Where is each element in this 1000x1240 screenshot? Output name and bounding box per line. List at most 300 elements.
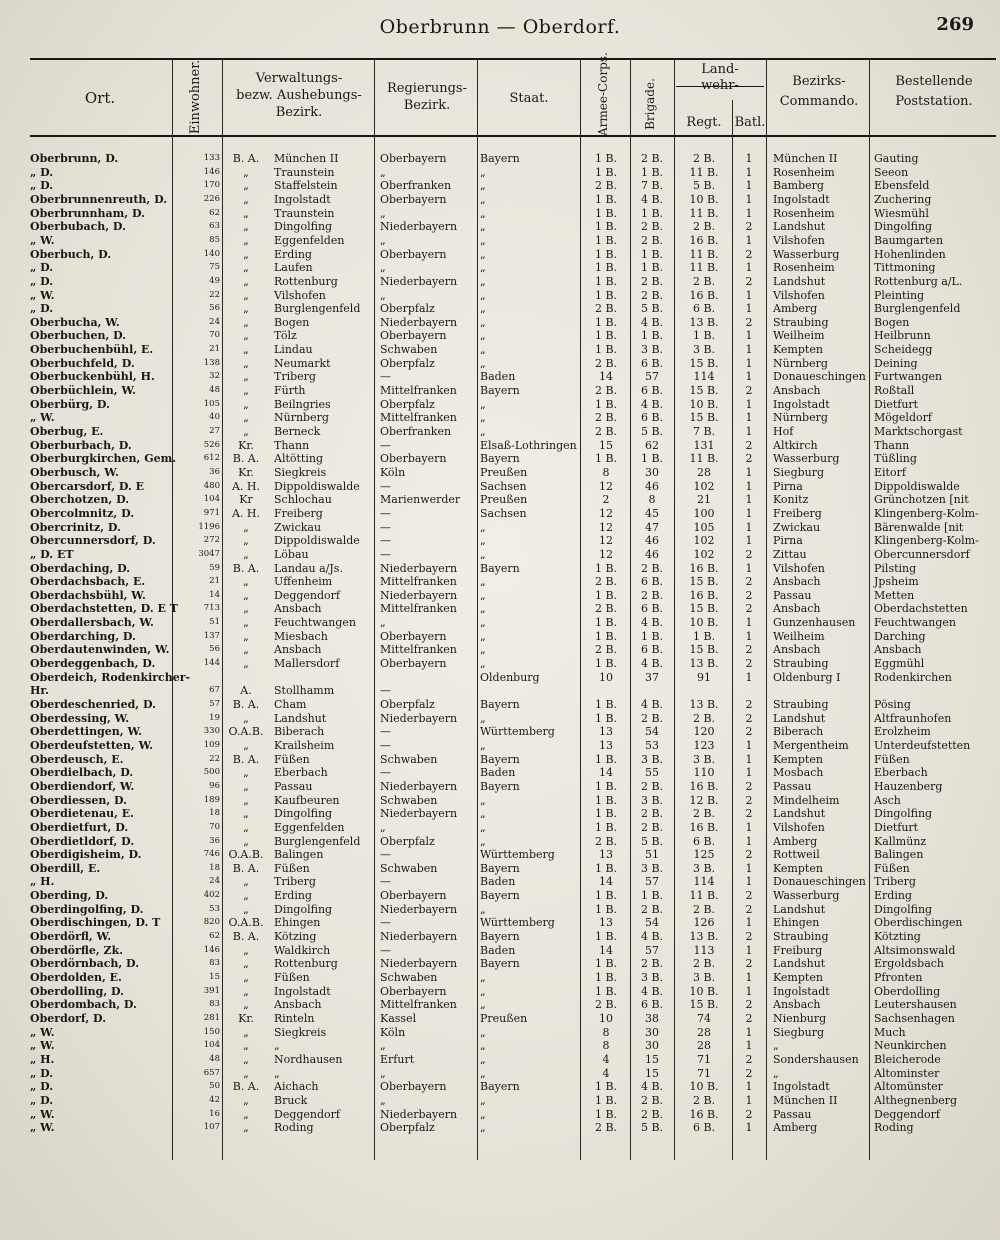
cell-regierungsbezirk: — — [380, 547, 391, 561]
cell-ort: Oberdarching, D. — [30, 629, 136, 643]
cell-ort: Oberdörfl, W. — [30, 930, 112, 944]
cell-brigade: 3 B. — [640, 861, 664, 875]
cell-regiment: 11 B. — [689, 261, 719, 275]
cell-poststation: Furtwangen — [874, 370, 943, 384]
cell-regierungsbezirk: Niederbayern — [380, 220, 458, 234]
cell-bataillon: 2 — [745, 725, 753, 739]
cell-armee-corps: 1 B. — [594, 957, 618, 971]
cell-einwohner: 62 — [209, 931, 220, 942]
cell-brigade: 2 B. — [640, 288, 664, 302]
cell-einwohner: 42 — [209, 1094, 220, 1105]
table-row — [0, 807, 1000, 821]
cell-ort: Oberdachsbach, E. — [30, 575, 146, 589]
cell-bezirks-commando: Straubing — [773, 698, 829, 711]
cell-bataillon: 1 — [745, 206, 753, 220]
table-row — [0, 1039, 1000, 1053]
cell-brigade: 6 B. — [640, 575, 664, 589]
cell-amt: O.A.B. — [228, 848, 264, 862]
cell-verwaltungsbezirk: Füßen — [274, 752, 310, 766]
cell-bataillon: 2 — [745, 1052, 753, 1066]
col-header-landwehr: Land- wehr- — [701, 62, 739, 93]
cell-amt: „ — [243, 343, 249, 357]
cell-einwohner: 48 — [209, 385, 220, 396]
cell-brigade: 1 B. — [640, 165, 664, 179]
cell-bataillon: 2 — [745, 807, 753, 821]
cell-armee-corps: 4 — [602, 1066, 610, 1080]
cell-armee-corps: 2 — [602, 493, 610, 507]
cell-bataillon: 1 — [745, 752, 753, 766]
cell-regierungsbezirk: Niederbayern — [380, 315, 458, 329]
cell-einwohner: 67 — [209, 685, 220, 696]
cell-bezirks-commando: Ehingen — [773, 916, 820, 930]
cell-poststation: Rottenburg a/L. — [874, 274, 963, 288]
cell-armee-corps: 2 B. — [594, 179, 618, 193]
cell-regierungsbezirk: Niederbayern — [380, 711, 458, 725]
cell-brigade: 2 B. — [640, 807, 664, 821]
cell-regierungsbezirk: Mittelfranken — [380, 602, 457, 616]
cell-bezirks-commando: Ingolstadt — [773, 1080, 830, 1094]
cell-brigade: 6 B. — [640, 356, 664, 370]
cell-ort: Oberbuchfeld, D. — [30, 356, 135, 370]
cell-regierungsbezirk: — — [380, 534, 391, 548]
col-header-batl: Batl. — [734, 115, 766, 130]
cell-regiment: 10 B. — [689, 397, 719, 411]
table-row — [0, 657, 1000, 671]
cell-verwaltungsbezirk: Krailsheim — [274, 738, 335, 752]
cell-ort: Oberdombach, D. — [30, 998, 137, 1012]
cell-ort: Oberdeusch, E. — [30, 752, 124, 766]
cell-bataillon: 1 — [745, 506, 753, 520]
cell-einwohner: 657 — [203, 1067, 220, 1078]
cell-regiment: 6 B. — [692, 834, 716, 848]
cell-staat: „ — [480, 315, 486, 329]
cell-einwohner: 50 — [209, 1081, 220, 1092]
cell-ort: Oberdietldorf, D. — [30, 834, 135, 848]
cell-bataillon: 1 — [745, 971, 753, 984]
cell-staat: Elsaß-Lothringen — [480, 438, 577, 452]
cell-verwaltungsbezirk: Neumarkt — [274, 356, 331, 370]
cell-bataillon: 2 — [745, 602, 753, 616]
cell-poststation: Seeon — [874, 165, 909, 179]
page-number: 269 — [936, 14, 974, 35]
cell-amt: B. A. — [232, 152, 260, 165]
cell-regierungsbezirk: „ — [380, 288, 386, 302]
cell-regiment: 15 B. — [689, 602, 719, 616]
cell-bezirks-commando: Rosenheim — [773, 165, 835, 179]
cell-brigade: 5 B. — [640, 1121, 664, 1135]
cell-amt: B. A. — [232, 752, 260, 766]
cell-brigade: 2 B. — [640, 957, 664, 971]
cell-einwohner: 62 — [209, 207, 220, 218]
cell-ort: „ W. — [30, 288, 55, 302]
table-row — [0, 739, 1000, 753]
cell-bataillon: 1 — [745, 370, 753, 384]
col-header-poststation: Bestellende Poststation. — [895, 74, 973, 109]
cell-brigade: 1 B. — [640, 206, 664, 220]
cell-bezirks-commando: Konitz — [773, 493, 809, 507]
cell-ort: „ D. — [30, 1066, 54, 1080]
cell-staat: „ — [480, 302, 486, 316]
cell-regierungsbezirk: Niederbayern — [380, 930, 458, 944]
cell-brigade: 2 B. — [640, 274, 664, 288]
cell-staat: „ — [480, 247, 486, 261]
cell-staat: „ — [480, 1066, 486, 1080]
table-row — [0, 712, 1000, 726]
table-row — [0, 439, 1000, 453]
cell-regiment: 100 — [693, 506, 715, 520]
cell-regierungsbezirk: — — [380, 916, 391, 930]
cell-verwaltungsbezirk: Burglengenfeld — [274, 834, 361, 848]
cell-regierungsbezirk: „ — [380, 820, 386, 834]
cell-amt: „ — [243, 384, 249, 398]
cell-verwaltungsbezirk: Zwickau — [274, 520, 322, 534]
cell-bataillon: 1 — [745, 943, 753, 957]
table-row — [0, 753, 1000, 767]
cell-brigade: 2 B. — [640, 588, 664, 602]
cell-amt: Kr. — [238, 465, 254, 479]
cell-staat: „ — [480, 1025, 486, 1039]
cell-amt: „ — [243, 220, 249, 234]
cell-regierungsbezirk: „ — [380, 233, 386, 247]
cell-bataillon: 2 — [745, 998, 753, 1012]
cell-poststation: Ansbach — [874, 643, 922, 657]
cell-poststation: Roding — [874, 1121, 914, 1135]
cell-bataillon: 2 — [745, 848, 753, 862]
cell-bataillon: 2 — [745, 957, 753, 971]
cell-einwohner: 281 — [203, 1012, 220, 1023]
cell-armee-corps: 1 B. — [594, 698, 618, 711]
cell-bataillon: 1 — [745, 1025, 753, 1039]
cell-regierungsbezirk: Marienwerder — [380, 493, 461, 507]
cell-amt: „ — [243, 629, 249, 643]
cell-poststation: Triberg — [874, 875, 916, 889]
table-row — [0, 534, 1000, 548]
cell-armee-corps: 14 — [599, 766, 613, 780]
cell-amt: „ — [243, 793, 249, 807]
cell-poststation: Balingen — [874, 848, 924, 862]
cell-poststation: Thann — [874, 438, 910, 452]
cell-ort: Oberbuchen, D. — [30, 329, 127, 343]
cell-amt: „ — [243, 738, 249, 752]
cell-brigade: 30 — [645, 1039, 659, 1053]
cell-amt: „ — [243, 902, 249, 916]
cell-staat: „ — [480, 274, 486, 288]
cell-poststation: Hauzenberg — [874, 779, 943, 793]
cell-ort: „ D. ET — [30, 547, 74, 561]
table-row — [0, 985, 1000, 999]
cell-ort: Oberdörfle, Zk. — [30, 943, 124, 957]
cell-poststation: Altomünster — [874, 1080, 943, 1094]
cell-amt: „ — [243, 657, 249, 671]
cell-staat: „ — [480, 520, 486, 534]
cell-bataillon: 1 — [745, 916, 753, 930]
cell-ort: Oberbuchenbühl, E. — [30, 343, 154, 357]
cell-bataillon: 2 — [745, 657, 753, 671]
cell-ort: Oberbug, E. — [30, 425, 104, 438]
cell-regiment: 113 — [693, 943, 715, 957]
cell-regierungsbezirk: — — [380, 438, 391, 452]
cell-ort: „ W. — [30, 411, 55, 425]
cell-regiment: 13 B. — [689, 657, 719, 671]
cell-brigade: 2 B. — [640, 233, 664, 247]
cell-regierungsbezirk: — — [380, 506, 391, 520]
cell-amt: O.A.B. — [228, 725, 264, 739]
cell-einwohner: 971 — [203, 507, 220, 518]
cell-bataillon: 1 — [745, 561, 753, 575]
cell-poststation: Füßen — [874, 861, 910, 875]
cell-verwaltungsbezirk: Eggenfelden — [274, 233, 345, 247]
cell-staat: Württemberg — [480, 916, 555, 930]
cell-poststation: Eitorf — [874, 465, 906, 479]
cell-bataillon: 1 — [745, 875, 753, 889]
cell-armee-corps: 2 B. — [594, 302, 618, 316]
cell-ort: Oberbuch, D. — [30, 247, 112, 261]
cell-ort: Oberdielbach, D. — [30, 766, 134, 780]
cell-verwaltungsbezirk: Freiberg — [274, 506, 323, 520]
cell-amt: A. H. — [231, 506, 261, 520]
cell-regierungsbezirk: Oberbayern — [380, 247, 447, 261]
cell-poststation: Marktschorgast — [874, 425, 963, 438]
cell-poststation: Scheidegg — [874, 343, 933, 357]
cell-staat: Sachsen — [480, 479, 527, 493]
cell-einwohner: 137 — [203, 630, 220, 641]
table-row — [0, 343, 1000, 357]
cell-verwaltungsbezirk: Traunstein — [274, 206, 335, 220]
cell-amt: „ — [243, 192, 249, 206]
cell-staat: Preußen — [480, 493, 528, 507]
cell-regierungsbezirk: Oberbayern — [380, 192, 447, 206]
cell-amt: „ — [243, 356, 249, 370]
cell-ort: Oberbrunn, D. — [30, 152, 119, 165]
table-row — [0, 575, 1000, 589]
cell-regiment: 10 B. — [689, 616, 719, 630]
cell-bataillon: 1 — [745, 1039, 753, 1053]
cell-amt: „ — [243, 766, 249, 780]
cell-amt: „ — [243, 807, 249, 821]
cell-brigade: 3 B. — [640, 793, 664, 807]
cell-ort: „ W. — [30, 1039, 55, 1053]
cell-regiment: 105 — [693, 520, 715, 534]
cell-regiment: 15 B. — [689, 356, 719, 370]
cell-poststation: Rodenkirchen — [874, 670, 952, 684]
cell-bezirks-commando: Ansbach — [773, 384, 821, 398]
cell-staat: „ — [480, 233, 486, 247]
cell-poststation: Oberdolling — [874, 984, 941, 998]
cell-staat: Bayern — [480, 889, 520, 903]
cell-einwohner: 746 — [203, 849, 220, 860]
cell-bataillon: 1 — [745, 616, 753, 630]
cell-einwohner: 104 — [203, 494, 220, 505]
cell-poststation: Pleinting — [874, 288, 925, 302]
cell-regierungsbezirk: Niederbayern — [380, 1107, 458, 1121]
cell-regierungsbezirk: Niederbayern — [380, 588, 458, 602]
cell-brigade: 4 B. — [640, 315, 664, 329]
table-row — [0, 725, 1000, 739]
cell-bezirks-commando: Siegburg — [773, 1025, 825, 1039]
cell-regiment: 16 B. — [689, 288, 719, 302]
cell-einwohner: 18 — [209, 862, 220, 873]
cell-ort: Oberdeufstetten, W. — [30, 738, 154, 752]
cell-bataillon: 2 — [745, 438, 753, 452]
cell-bataillon: 2 — [745, 698, 753, 711]
cell-staat: „ — [480, 629, 486, 643]
cell-regierungsbezirk: — — [380, 943, 391, 957]
cell-brigade: 2 B. — [640, 820, 664, 834]
cell-verwaltungsbezirk: Nürnberg — [274, 411, 329, 425]
cell-armee-corps: 1 B. — [594, 233, 618, 247]
cell-amt: Kr. — [238, 438, 254, 452]
cell-verwaltungsbezirk: Deggendorf — [274, 588, 340, 602]
cell-brigade: 1 B. — [640, 329, 664, 343]
table-row — [0, 684, 1000, 698]
cell-brigade: 15 — [645, 1052, 659, 1066]
cell-regierungsbezirk: „ — [380, 1066, 386, 1080]
cell-verwaltungsbezirk: Feuchtwangen — [274, 616, 356, 630]
cell-einwohner: 391 — [203, 985, 220, 996]
cell-verwaltungsbezirk: Eberbach — [274, 766, 328, 780]
cell-regierungsbezirk: — — [380, 370, 391, 384]
cell-bezirks-commando: Weilheim — [773, 629, 825, 643]
cell-poststation: Deining — [874, 356, 918, 370]
cell-ort: Oberdeggenbach, D. — [30, 657, 156, 671]
cell-brigade: 2 B. — [640, 152, 664, 165]
cell-bezirks-commando: „ — [773, 1039, 779, 1053]
cell-armee-corps: 2 B. — [594, 411, 618, 425]
table-row — [0, 248, 1000, 262]
cell-amt: „ — [243, 1039, 249, 1053]
cell-regiment: 131 — [693, 438, 715, 452]
cell-regiment: 13 B. — [689, 698, 719, 711]
cell-regierungsbezirk: — — [380, 479, 391, 493]
table-row — [0, 698, 1000, 712]
cell-staat: „ — [480, 220, 486, 234]
cell-bezirks-commando: Siegburg — [773, 465, 825, 479]
cell-regiment: 2 B. — [692, 711, 716, 725]
cell-bataillon: 1 — [745, 479, 753, 493]
cell-regierungsbezirk: Oberbayern — [380, 984, 447, 998]
cell-brigade: 57 — [645, 370, 659, 384]
cell-poststation: Bärenwalde [nit — [874, 520, 964, 534]
cell-einwohner: 59 — [209, 562, 220, 573]
table-row — [0, 411, 1000, 425]
cell-armee-corps: 10 — [599, 670, 613, 684]
cell-amt: „ — [243, 179, 249, 193]
cell-amt: „ — [243, 547, 249, 561]
cell-amt: „ — [243, 875, 249, 889]
cell-staat: „ — [480, 588, 486, 602]
cell-poststation: Burglengenfeld — [874, 302, 961, 316]
cell-bezirks-commando: Donaueschingen — [773, 875, 866, 889]
cell-bezirks-commando: Landshut — [773, 807, 826, 821]
table-row — [0, 1108, 1000, 1122]
cell-regierungsbezirk: Schwaben — [380, 793, 438, 807]
cell-bezirks-commando: Gunzenhausen — [773, 616, 856, 630]
table-row — [0, 889, 1000, 903]
col-header-regt: Regt. — [686, 115, 722, 130]
cell-regiment: 11 B. — [689, 206, 719, 220]
cell-ort: Oberburgkirchen, Gem. — [30, 452, 177, 466]
cell-ort: Oberdeich, Rodenkircher- — [30, 670, 191, 684]
cell-staat: Württemberg — [480, 725, 555, 739]
cell-verwaltungsbezirk: Staffelstein — [274, 179, 338, 193]
cell-regiment: 102 — [693, 547, 715, 561]
cell-amt: „ — [243, 575, 249, 589]
cell-ort: Oberdorf, D. — [30, 1011, 107, 1025]
cell-bezirks-commando: Ansbach — [773, 602, 821, 616]
cell-regierungsbezirk: „ — [380, 261, 386, 275]
cell-brigade: 1 B. — [640, 629, 664, 643]
cell-poststation: Erolzheim — [874, 725, 931, 739]
cell-bezirks-commando: Kempten — [773, 752, 823, 766]
cell-staat: „ — [480, 411, 486, 425]
cell-regiment: 11 B. — [689, 165, 719, 179]
cell-ort: Oberdietfurt, D. — [30, 820, 129, 834]
cell-poststation: Oberdachstetten — [874, 602, 968, 616]
cell-verwaltungsbezirk: Eggenfelden — [274, 820, 345, 834]
table-row — [0, 261, 1000, 275]
table-row — [0, 425, 1000, 439]
cell-regierungsbezirk: — — [380, 766, 391, 780]
cell-ort: Obercolmnitz, D. — [30, 506, 135, 520]
cell-poststation: Altsimonswald — [874, 943, 956, 957]
cell-bezirks-commando: Landshut — [773, 957, 826, 971]
cell-amt: „ — [243, 984, 249, 998]
cell-regiment: 15 B. — [689, 384, 719, 398]
col-header-bezirks-commando: Bezirks- Commando. — [779, 74, 859, 109]
cell-armee-corps: 2 B. — [594, 356, 618, 370]
cell-bezirks-commando: Freiburg — [773, 943, 823, 957]
cell-verwaltungsbezirk: Ansbach — [274, 602, 322, 616]
cell-bezirks-commando: Vilshofen — [773, 561, 825, 575]
cell-regiment: 114 — [693, 875, 715, 889]
cell-verwaltungsbezirk: Aichach — [274, 1080, 319, 1094]
cell-regierungsbezirk: Mittelfranken — [380, 411, 457, 425]
cell-amt: „ — [243, 288, 249, 302]
cell-brigade: 4 B. — [640, 192, 664, 206]
cell-verwaltungsbezirk: Lindau — [274, 343, 313, 357]
cell-verwaltungsbezirk: Deggendorf — [274, 1107, 340, 1121]
cell-staat: „ — [480, 984, 486, 998]
cell-poststation: Darching — [874, 629, 926, 643]
cell-armee-corps: 8 — [602, 1025, 610, 1039]
cell-einwohner: 133 — [203, 153, 220, 163]
cell-staat: Bayern — [480, 1080, 520, 1094]
cell-verwaltungsbezirk: Rottenburg — [274, 957, 338, 971]
cell-brigade: 30 — [645, 1025, 659, 1039]
cell-bezirks-commando: Ansbach — [773, 643, 821, 657]
cell-verwaltungsbezirk: Altötting — [274, 452, 323, 466]
cell-brigade: 4 B. — [640, 930, 664, 944]
cell-staat: Baden — [480, 943, 516, 957]
cell-amt: „ — [243, 711, 249, 725]
cell-bataillon: 2 — [745, 1066, 753, 1080]
cell-regiment: 16 B. — [689, 588, 719, 602]
cell-regiment: 6 B. — [692, 302, 716, 316]
cell-verwaltungsbezirk: Füßen — [274, 971, 310, 984]
cell-bezirks-commando: Weilheim — [773, 329, 825, 343]
cell-bezirks-commando: Mindelheim — [773, 793, 840, 807]
cell-regierungsbezirk: Oberpfalz — [380, 302, 435, 316]
cell-verwaltungsbezirk: Erding — [274, 247, 312, 261]
cell-armee-corps: 1 B. — [594, 779, 618, 793]
table-row — [0, 589, 1000, 603]
cell-armee-corps: 14 — [599, 943, 613, 957]
cell-bezirks-commando: Kempten — [773, 971, 823, 984]
cell-regiment: 2 B. — [692, 902, 716, 916]
cell-verwaltungsbezirk: Rottenburg — [274, 274, 338, 288]
cell-staat: „ — [480, 534, 486, 548]
cell-verwaltungsbezirk: Dingolfing — [274, 902, 333, 916]
